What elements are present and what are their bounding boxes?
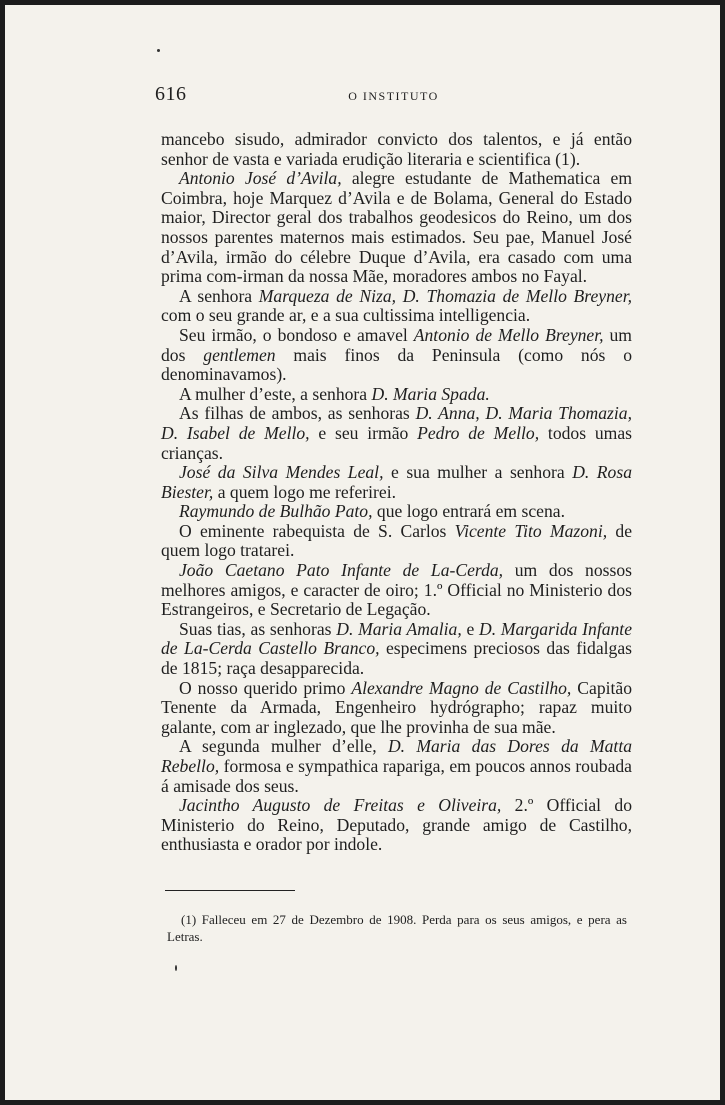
italic-name: D. Maria Amalia, (336, 618, 462, 639)
text-run: A segunda mulher d’elle, (179, 736, 388, 757)
italic-name: gentlemen (203, 344, 276, 365)
text-run: O eminente rabequista de S. Carlos (179, 520, 455, 541)
footnote-rule (165, 890, 295, 891)
italic-name: D. Margarida Infante de La-Cerda Castello Branco, (161, 618, 632, 659)
text-run: e seu irmão (309, 422, 418, 443)
text-run: um dos (161, 324, 632, 365)
paragraph (161, 463, 632, 502)
italic-name: D. Maria das Dores da Matta Rebello, (161, 736, 633, 776)
text-run: e (461, 618, 480, 639)
ink-speck (175, 965, 177, 971)
italic-name: D. Anna, D. Maria Thomazia, D. Isabel de Mello, (161, 403, 632, 443)
text-run: todos umas crianças. (161, 422, 633, 463)
paragraph (161, 561, 632, 620)
paragraph (161, 796, 632, 855)
text-run: Suas tias, as senhoras (179, 618, 337, 639)
ink-speck (157, 49, 160, 52)
text-run: que logo entrará em scena. (372, 501, 565, 522)
text-run: 2.º Official do Ministerio do Reino, Deputado, grande amigo de Castilho, enthusiasta e orador por indole. (161, 795, 632, 855)
italic-name: Antonio José d’Avila, (179, 168, 342, 189)
italic-name: José da Silva Mendes Leal, (179, 462, 384, 483)
paragraph (161, 404, 632, 463)
paragraph (161, 385, 632, 405)
text-run: a quem logo me referirei. (213, 481, 396, 502)
paragraph (161, 130, 632, 169)
italic-name: Pedro de Mello, (417, 422, 540, 443)
text-run: mais finos da Peninsula (como nós o denominavamos). (161, 344, 632, 385)
italic-name: Antonio de Mello Breyner, (413, 324, 604, 345)
text-run: A mulher d’este, a senhora (179, 383, 372, 404)
text-run: Seu irmão, o bondoso e amavel (179, 324, 414, 345)
text-run: e sua mulher a senhora (383, 462, 573, 483)
italic-name: Marqueza de Niza, D. Thomazia de Mello Breyner, (258, 285, 633, 306)
italic-name: João Caetano Pato Infante de La-Cerda, (179, 560, 504, 581)
text-run: O nosso querido primo (179, 677, 352, 698)
italic-name: Alexandre Magno de Castilho, (351, 677, 572, 698)
paragraph (161, 287, 632, 326)
text-run: um dos nossos melhores amigos, e caracter de oiro; 1.º Official no Ministerio dos Estrangeiros, e Secretario de Legação. (161, 560, 632, 620)
italic-name: Raymundo de Bulhão Pato, (179, 501, 373, 522)
paragraph (161, 679, 632, 738)
text-run: formosa e sympathica rapariga, em poucos annos roubada á amisade dos seus. (161, 756, 632, 796)
paragraph (161, 169, 632, 287)
running-head (155, 83, 632, 109)
footnote: (1) Falleceu em 27 de Dezembro de 1908. Perda para os seus amigos, e pera as Letras. (167, 912, 627, 944)
text-run: especimens preciosos das fidalgas de 1815; raça desapparecida. (161, 638, 632, 679)
italic-name: D. Rosa Biester, (161, 462, 632, 502)
italic-name: D. Maria Spada. (371, 383, 490, 404)
text-run: mancebo sisudo, admirador convicto dos talentos, e já então senhor de vasta e variada erudição literaria e scientifica (1). (161, 129, 632, 169)
italic-name: Jacintho Augusto de Freitas e Oliveira, (179, 795, 502, 816)
italic-name: Vicente Tito Mazoni, (454, 520, 608, 541)
text-run: alegre estudante de Mathematica em Coimbra, hoje Marquez d’Avila e de Bolama, General do Estado maior, Director geral dos trabalhos geodesicos do Reino, um dos nossos parentes maternos mais estimados. Seu pae, Manuel José d’Avila, irmão do célebre Duque d’Avila, era casado com uma prima com-irman da nossa Mãe, moradores ambos no Fayal. (161, 168, 632, 287)
paragraph (161, 522, 632, 561)
text-run: de quem logo tratarei. (161, 520, 633, 561)
text-run: com o seu grande ar, e a sua cultissima intelligencia. (161, 305, 531, 326)
paragraph (161, 502, 632, 522)
journal-title: O INSTITUTO (348, 89, 439, 103)
paragraph (161, 737, 632, 796)
paragraph (161, 620, 632, 679)
page-number: 616 (155, 83, 187, 105)
text-run: Capitão Tenente da Armada, Engenheiro hydrógrapho; rapaz muito galante, com ar inglezado, que lhe provinha de sua mãe. (161, 677, 633, 737)
text-run: A senhora (179, 285, 259, 306)
text-run: As filhas de ambos, as senhoras (179, 403, 416, 424)
paragraph (161, 326, 632, 385)
body-text (161, 130, 632, 855)
